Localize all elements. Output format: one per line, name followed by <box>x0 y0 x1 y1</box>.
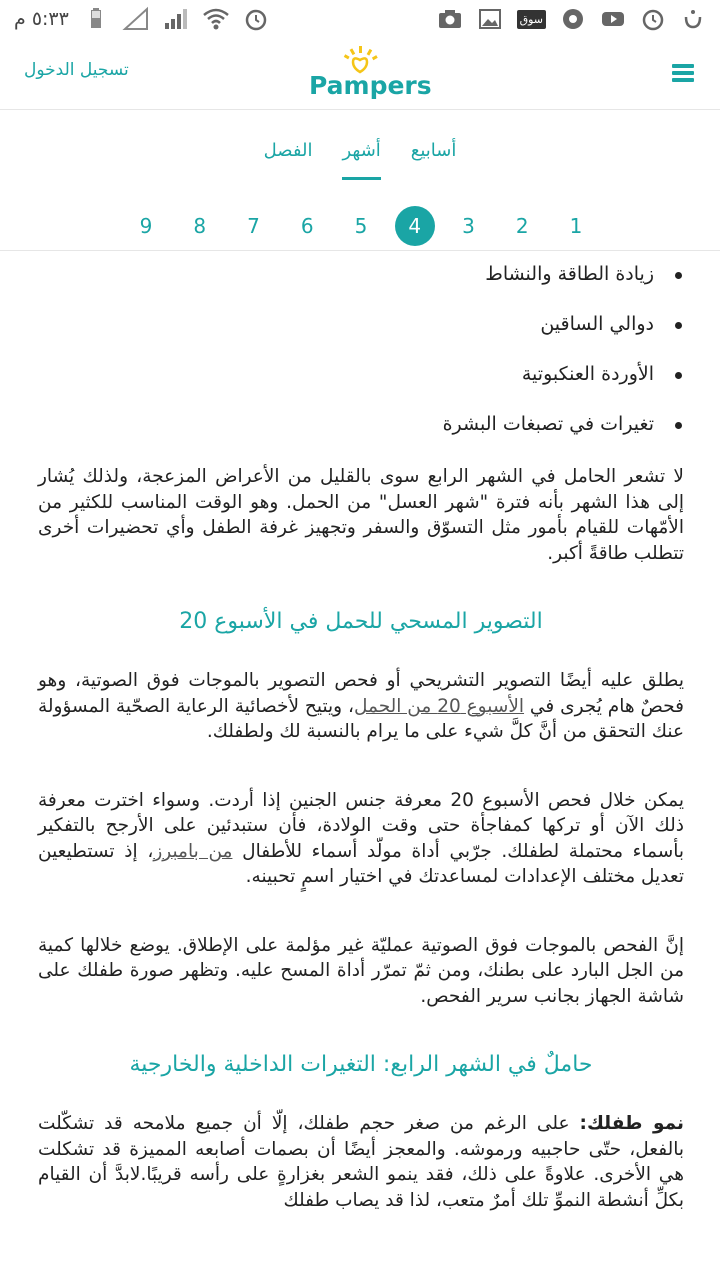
alarm-icon-2 <box>640 7 666 31</box>
chrome-icon <box>560 7 586 31</box>
symptom-list <box>38 262 684 437</box>
wifi-icon <box>203 7 229 31</box>
tab-months[interactable]: أشهر <box>342 140 380 180</box>
paragraph-honeymoon: لا تشعر الحامل في الشهر الرابع سوى بالقليل من الأعراض المزعجة، ولذلك يُشار إلى هذا الشهر بأنه فترة "شهر العسل" من الحمل. وهو الوقت المناسب للكثير من الأمّهات للقيام بأمور مثل التسوّق والسفر وتجهيز غرفة الطفل وأي تحضيرات أخرى تتطلب طاقةً أكبر. <box>38 466 684 564</box>
month-4-selected[interactable]: 4 <box>395 206 435 246</box>
pampers-logo[interactable] <box>305 44 432 104</box>
paragraph-anatomy-scan: يطلق عليه أيضًا التصوير التشريحي أو فحص التصوير بالموجات فوق الصوتية، وهو فحصٌ هام يُجرى في الأسبوع 20 من الحمل، ويتيح لأخصائية الرعاية الصحّية المسؤولة عنك التحقق من أنَّ كلَّ شيء على ما يرام بالنسبة لك ولطفلك. <box>38 670 684 742</box>
tab-trimester[interactable]: الفصل <box>263 140 313 161</box>
signal-bars-icon <box>163 7 189 31</box>
month-9[interactable]: 9 <box>139 214 153 238</box>
month-8[interactable]: 8 <box>193 214 207 238</box>
souq-app-icon: سوق <box>517 10 546 29</box>
status-time: ٥:٣٣ م <box>14 8 69 30</box>
month-6[interactable]: 6 <box>300 214 314 238</box>
month-1[interactable]: 1 <box>569 214 583 238</box>
month-5[interactable]: 5 <box>354 214 368 238</box>
camera-icon <box>437 7 463 31</box>
login-link[interactable]: تسجيل الدخول <box>24 60 129 80</box>
heading-changes: حاملٌ في الشهر الرابع: التغيرات الداخلية والخارجية <box>129 1052 593 1077</box>
pampers-names-link[interactable]: من بامبرز <box>153 840 233 862</box>
app-notification-icon <box>680 7 706 31</box>
month-7[interactable]: 7 <box>247 214 260 238</box>
week-20-link[interactable]: الأسبوع 20 من الحمل <box>353 695 525 717</box>
svg-text:Pampers: Pampers <box>309 71 432 100</box>
divider <box>0 250 720 251</box>
heading-20-week-scan: التصوير المسحي للحمل في الأسبوع 20 <box>179 609 543 634</box>
battery-icon <box>83 7 109 31</box>
month-selector <box>0 206 720 246</box>
paragraph-gender: يمكن خلال فحص الأسبوع 20 معرفة جنس الجنين إذا أردت. وسواء اخترت معرفة ذلك الآن أو تركها كمفاجأة حتى وقت الولادة، فأن ستبدئين على الأرجح بالتفكير بأسماء محتملة لطفلك. جرّبي أداة مولّد أسماء للأطفال من بامبرز، إذ تستطيعين تعديل مختلف الإعدادات لمساعدتك في اختيار اسمٍ تحبينه. <box>38 789 685 887</box>
list-item: دوالي الساقين <box>38 312 684 337</box>
menu-icon[interactable] <box>672 64 694 82</box>
month-2[interactable]: 2 <box>515 214 529 238</box>
youtube-icon <box>600 7 626 31</box>
month-3[interactable]: 3 <box>462 214 475 238</box>
signal-empty-icon <box>123 7 149 31</box>
list-item: تغيرات في تصبغات البشرة <box>38 412 684 437</box>
gallery-icon <box>477 7 503 31</box>
tab-weeks[interactable]: أسابيع <box>410 140 457 161</box>
status-bar <box>0 0 720 38</box>
paragraph-baby-growth: نمو طفلك: على الرغم من صغر حجم طفلك، إلّا أن جميع ملامحه قد تشكّلت بالفعل، حتّى حاجبيه ورموشه. والمعجز أيضًا أن بصمات أصابعه المميزة قد تشكلت هي الأخرى. علاوةً على ذلك، فقد ينمو الشعر بغزارةٍ على رأسه قريبًا.لابدَّ أن القيام بكلِّ أنشطة النموِّ تلك أمرٌ متعب، لذا قد يصاب طفلك <box>38 1113 684 1211</box>
article-content <box>38 262 684 1256</box>
site-header <box>0 38 720 110</box>
list-item: الأوردة العنكبوتية <box>38 362 684 387</box>
list-item: زيادة الطاقة والنشاط <box>38 262 684 287</box>
paragraph-ultrasound: إنَّ الفحص بالموجات فوق الصوتية عمليّة غير مؤلمة على الإطلاق. يوضع خلالها كمية من الجل البارد على بطنك، ومن ثمّ تمرّر أداة المسح عليه. وتظهر صورة طفلك على شاشة الجهاز بجانب سرير الفحص. <box>38 934 684 1007</box>
period-tabs <box>0 140 720 180</box>
alarm-icon <box>243 7 269 31</box>
